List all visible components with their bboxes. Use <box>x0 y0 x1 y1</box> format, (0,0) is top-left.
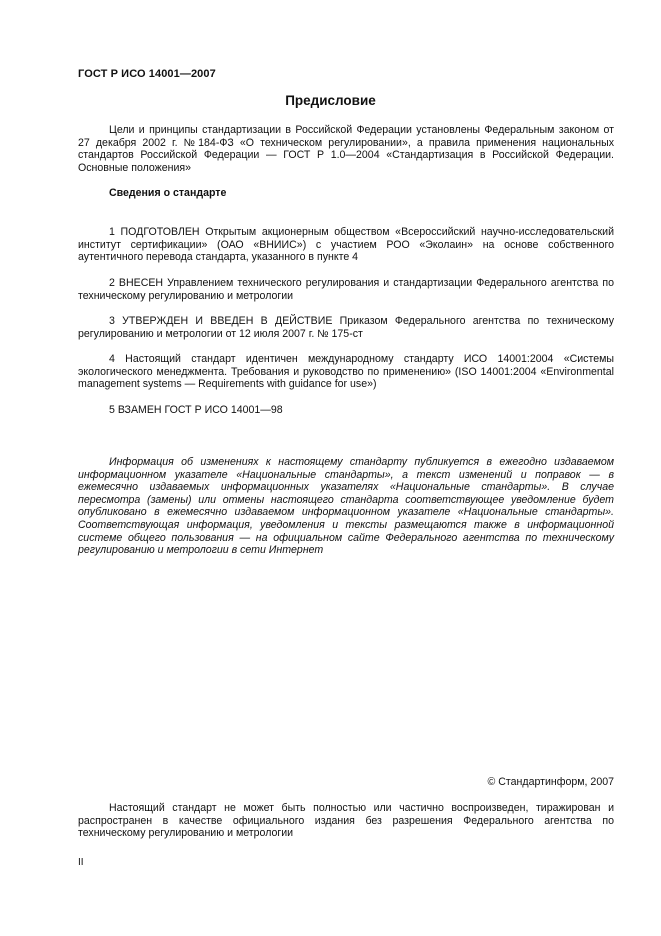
document-header: ГОСТ Р ИСО 14001—2007 <box>78 68 216 80</box>
info-notice: Информация об изменениях к настоящему стандарту публикуется в ежегодно издаваемом информационном указателе «Национальные стандарты», а текст изменений и поправок — в ежемесячно издаваемых информационных указателях «Национальные стандарты». В случае пересмотра (замены) или отмены настоящего стандарта соответствующее уведомление будет опубликовано в ежемесячно издаваемом информационном указателе «Национальные стандарты». Соответствующая информация, уведомления и тексты размещаются также в информационной системе общего пользования — на официальном сайте Федерального агентства по техническому регулированию и метрологии в сети Интернет <box>78 456 614 557</box>
list-item: 2 ВНЕСЕН Управлением технического регулирования и стандартизации Федерального агентства по техническому регулированию и метрологии <box>78 277 614 302</box>
copyright-notice: © Стандартинформ, 2007 <box>487 776 614 788</box>
page-number: II <box>78 857 84 868</box>
list-item: 4 Настоящий стандарт идентичен международному стандарту ИСО 14001:2004 «Системы экологического менеджмента. Требования и руководство по применению» (ISO 14001:2004 «Environmental management systems — Requirements with guidance for use») <box>78 353 614 391</box>
list-item: 1 ПОДГОТОВЛЕН Открытым акционерным обществом «Всероссийский научно-исследовательский институт сертификации» (ОАО «ВНИИС») с участием РОО «Эколаин» на основе собственного аутентичного перевода стандарта, указанного в пункте 4 <box>78 226 614 264</box>
list-item: 5 ВЗАМЕН ГОСТ Р ИСО 14001—98 <box>109 404 283 416</box>
reproduction-notice: Настоящий стандарт не может быть полностью или частично воспроизведен, тиражирован и распространен в качестве официального издания без разрешения Федерального агентства по техническому регулированию и метрологии <box>78 802 614 840</box>
section-subheading: Сведения о стандарте <box>109 187 227 199</box>
intro-paragraph: Цели и принципы стандартизации в Российской Федерации установлены Федеральным законом от 27 декабря 2002 г. №184-ФЗ «О техническом регулировании», а правила применения национальных стандартов Российской Федерации — ГОСТ Р 1.0—2004 «Стандартизация в Российской Федерации. Основные положения» <box>78 124 614 174</box>
page-title: Предисловие <box>285 93 376 108</box>
list-item: 3 УТВЕРЖДЕН И ВВЕДЕН В ДЕЙСТВИЕ Приказом Федерального агентства по техническому регулированию и метрологии от 12 июля 2007 г. № 175-ст <box>78 315 614 340</box>
